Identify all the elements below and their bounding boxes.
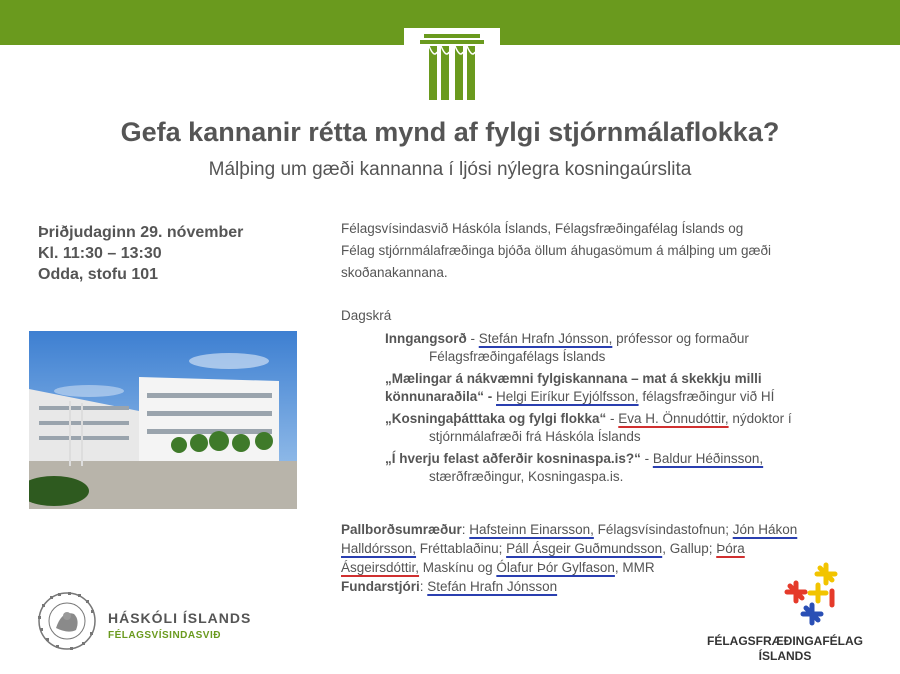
chair-label: Fundarstjóri (341, 579, 420, 594)
intro-text (341, 218, 861, 284)
panel-label: Pallborðsumræður (341, 522, 462, 537)
panelist-link[interactable]: Jón Hákon (732, 522, 798, 537)
item-title: „Í hverju felast aðferðir kosninaspa.is?“ (385, 451, 641, 466)
event-date: Þriðjudaginn 29. nóvember (38, 224, 244, 241)
building-photo (29, 331, 297, 509)
speaker-link[interactable]: Eva H. Önnudóttir, (618, 411, 729, 426)
program-item (385, 450, 865, 486)
panelist-org: , Gallup; (662, 541, 717, 556)
university-seal-icon (34, 590, 104, 652)
university-name: HÁSKÓLI ÍSLANDS (108, 610, 252, 626)
intro-line: Félag stjórnmálafræðinga bjóða öllum áhugasömum á málþing um gæði (341, 243, 771, 258)
separator: - (606, 411, 619, 426)
association-name (700, 634, 870, 664)
intro-line: Félagsvísindasvið Háskóla Íslands, Félagsfræðingafélag Íslands og (341, 221, 744, 236)
speaker-link[interactable]: Helgi Eiríkur Eyjólfsson, (496, 389, 639, 404)
chair-link[interactable]: Stefán Hrafn Jónsson (427, 579, 558, 594)
program-item (385, 410, 865, 446)
item-title: „Mælingar á nákvæmni fylgiskannana – mat á skekkju milli (385, 371, 762, 386)
event-place: Odda, stofu 101 (38, 266, 159, 283)
event-info (38, 222, 243, 285)
item-desc: prófessor og formaður (612, 331, 749, 346)
panelist-org: , MMR (614, 560, 655, 575)
item-desc: stjórnmálafræði frá Háskóla Íslands (429, 429, 641, 444)
panelist-org: Fréttablaðinu; (416, 541, 507, 556)
speaker-link[interactable]: Stefán Hrafn Jónsson, (478, 331, 613, 346)
panelist-link[interactable]: Hafsteinn Einarsson, (469, 522, 594, 537)
program-heading: Dagskrá (341, 308, 392, 323)
separator: - (640, 451, 653, 466)
speaker-link[interactable]: Baldur Héðinsson, (652, 451, 764, 466)
item-desc: Félagsfræðingafélags Íslands (429, 349, 606, 364)
association-logo-icon (782, 561, 844, 633)
panelist-link[interactable]: Halldórsson, (341, 541, 417, 556)
item-title: „Kosningaþátttaka og fylgi flokka“ (385, 411, 607, 426)
program-item (385, 370, 865, 406)
panelist-link[interactable]: Þóra (716, 541, 745, 556)
panelist-org: Félagsvísindastofnun; (593, 522, 733, 537)
association-name-line: FÉLAGSFRÆÐINGAFÉLAG (707, 634, 863, 648)
item-desc: nýdoktor í (728, 411, 792, 426)
panelist-org: Maskínu og (419, 560, 497, 575)
panel-discussion: Pallborðsumræður: Hafsteinn Einarsson, Félagsvísindastofnun; Jón Hákon Halldórsson, Fréttablaðinu; Páll Ásgeir Guðmundsson, Gallup; Þóra Ásgeirsdóttir, Maskínu og Ólafur Þór Gylfason, MMR Fundarstjóri: Stefán Hrafn Jónsson (341, 522, 798, 594)
columns-logo (404, 28, 500, 102)
faculty-name: FÉLAGSVÍSINDASVIÐ (108, 630, 221, 641)
intro-line: skoðanakannana. (341, 265, 448, 280)
page-title: Gefa kannanir rétta mynd af fylgi stjórnmálaflokka? (120, 117, 780, 147)
separator: - (466, 331, 479, 346)
item-title: könnunaraðila“ - (385, 389, 497, 404)
association-name-line: ÍSLANDS (758, 649, 812, 663)
panelist-link[interactable]: Páll Ásgeir Guðmundsson (506, 541, 663, 556)
item-desc: félagsfræðingur við HÍ (638, 389, 775, 404)
item-desc: stærðfræðingur, Kosningaspa.is. (429, 469, 624, 484)
page-subtitle: Málþing um gæði kannanna í ljósi nýlegra kosningaúrslita (208, 159, 692, 180)
program-list (385, 330, 865, 490)
panelist-link[interactable]: Ólafur Þór Gylfason (496, 560, 615, 575)
event-time: Kl. 11:30 – 13:30 (38, 245, 162, 262)
program-item (385, 330, 865, 366)
panelist-link[interactable]: Ásgeirsdóttir, (341, 560, 420, 575)
item-title: Inngangsorð (385, 331, 467, 346)
